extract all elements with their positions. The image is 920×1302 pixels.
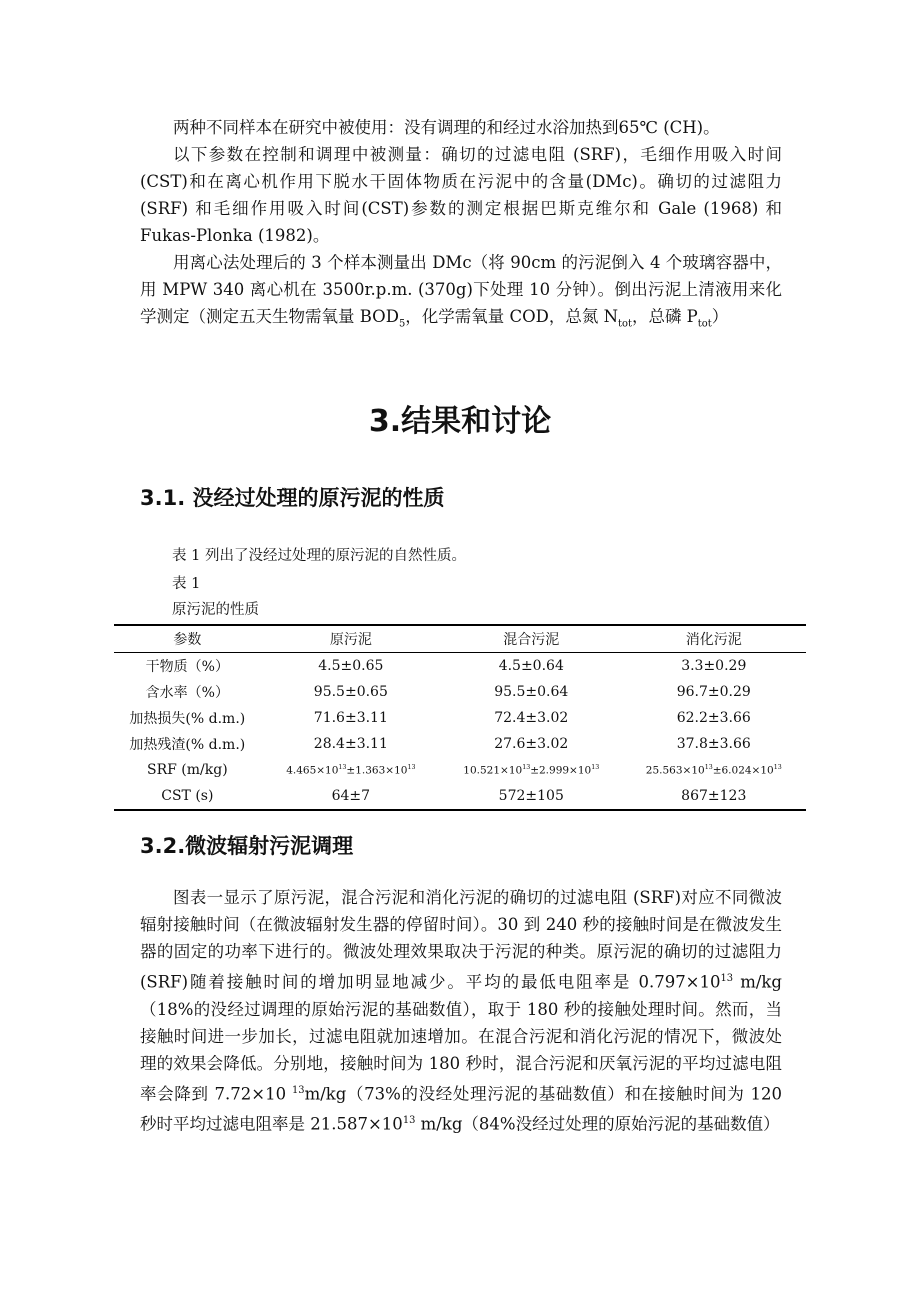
table-cell: 572±105 (498, 788, 564, 804)
table-label: 表 1 (172, 576, 201, 592)
table-cell: 4.5±0.64 (498, 658, 564, 674)
table-cell: 71.6±3.11 (313, 710, 388, 726)
table-cell: SRF (m/kg) (147, 762, 228, 778)
section-3-heading: 3.结果和讨论 (368, 404, 552, 439)
microwave-text (140, 884, 782, 1138)
table-row (114, 679, 806, 705)
table-row (114, 783, 806, 810)
table-cell: CST (s) (161, 788, 214, 804)
table-cell: 37.8±3.66 (676, 736, 751, 752)
table-row (114, 653, 806, 680)
table-row-srf (114, 757, 806, 783)
microwave-paragraph: 图表一显示了原污泥，混合污泥和消化污泥的确切的过滤电阻 (SRF)对应不同微波辐射接触时间（在微波辐射发生器的停留时间）。30 到 240 秒的接触时间是在微波发生器的固定的功率下进行的。微波处理效果取决于污泥的种类。原污泥的确切的过滤阻力(SRF)随着接触时间的增加明显地减少。平均的最低电阻率是 $0.797\times 10^{13}$ m/kg（18%的没经过调理的原始污泥的基础数值），取于 180 秒的接触处理时间。然而，当接触时间进一步加长，过滤电阻就加速增加。在混合污泥和消化污泥的情况下，微波处理的效果会降低。分别地，接触时间为 180 秒时，混合污泥和厌氧污泥的平均过滤电阻率会降到 7.72×10 $^{13}$m/kg（73%的没经处理污泥的基础数值）和在接触时间为 120 秒时平均过滤电阻率是 $21.587\times 10^{13}$ m/kg（84%没经过处理的原始污泥的基础数值） (140, 888, 782, 1134)
table-cell: 28.4±3.11 (313, 736, 388, 752)
table-cell-srf-mixed: $10.521\times 10^{13}\pm 2.999\times 10^{13}$ (463, 763, 600, 777)
header-mixed-sludge: 混合污泥 (441, 625, 622, 653)
table-row (114, 731, 806, 757)
table-cell: 27.6±3.02 (494, 736, 569, 752)
table-header-row (114, 625, 806, 653)
methods-paragraph-2: 以下参数在控制和调理中被测量：确切的过滤电阻 (SRF)，毛细作用吸入时间(CST)和在离心机作用下脱水干固体物质在污泥中的含量(DMc)。确切的过滤阻力(SRF) 和毛细作用吸入时间(CST)参数的测定根据巴斯克维尔和 Gale (1968) 和 Fukas-Plonka (1982)。 (140, 145, 782, 245)
table-cell: 867±123 (681, 788, 747, 804)
header-digested-sludge: 消化污泥 (622, 625, 806, 653)
table-cell: 3.3±0.29 (681, 658, 747, 674)
table-cell: 62.2±3.66 (676, 710, 751, 726)
section-3-1-heading: 3.1. 没经过处理的原污泥的性质 (140, 486, 445, 510)
table-cell: 含水率（%） (145, 685, 229, 701)
table-cell: 64±7 (331, 788, 371, 804)
table-cell: 95.5±0.65 (313, 684, 388, 700)
table-cell: 加热损失(% d.m.) (129, 711, 246, 727)
table-cell-srf-digested: $25.563\times 10^{13}\pm 6.024\times 10^{13}$ (645, 763, 782, 777)
table-cell: 72.4±3.02 (494, 710, 569, 726)
table-cell: 4.5±0.65 (318, 658, 384, 674)
sludge-properties-table (114, 624, 806, 811)
table-row (114, 705, 806, 731)
methods-text (140, 114, 782, 337)
table-cell: 加热残渣(% d.m.) (129, 737, 246, 753)
section-3-2-heading: 3.2.微波辐射污泥调理 (140, 834, 354, 858)
table-intro: 表 1 列出了没经过处理的原污泥的自然性质。 (172, 548, 466, 564)
table-cell: 95.5±0.64 (494, 684, 569, 700)
table-cell: 干物质（%） (145, 659, 229, 675)
table-caption: 原污泥的性质 (172, 602, 259, 618)
table-cell: 96.7±0.29 (676, 684, 751, 700)
methods-paragraph-1: 两种不同样本在研究中被使用：没有调理的和经过水浴加热到65℃ (CH)。 (173, 118, 720, 137)
methods-paragraph-3: 用离心法处理后的 3 个样本测量出 DMc（将 90cm 的污泥倒入 4 个玻璃容器中，用 MPW 340 离心机在 3500r.p.m. (370g)下处理 10 分钟）。倒出污泥上清液用来化学测定（测定五天生物需氧量 $BOD_5$，化学需氧量 COD，总氮 $N_{tot}$，总磷 $P_{tot}$） (140, 253, 782, 330)
header-raw-sludge: 原污泥 (261, 625, 441, 653)
header-parameter: 参数 (114, 625, 261, 653)
table-cell-srf-raw: $4.465\times 10^{13}\pm 1.363\times 10^{13}$ (286, 763, 416, 777)
